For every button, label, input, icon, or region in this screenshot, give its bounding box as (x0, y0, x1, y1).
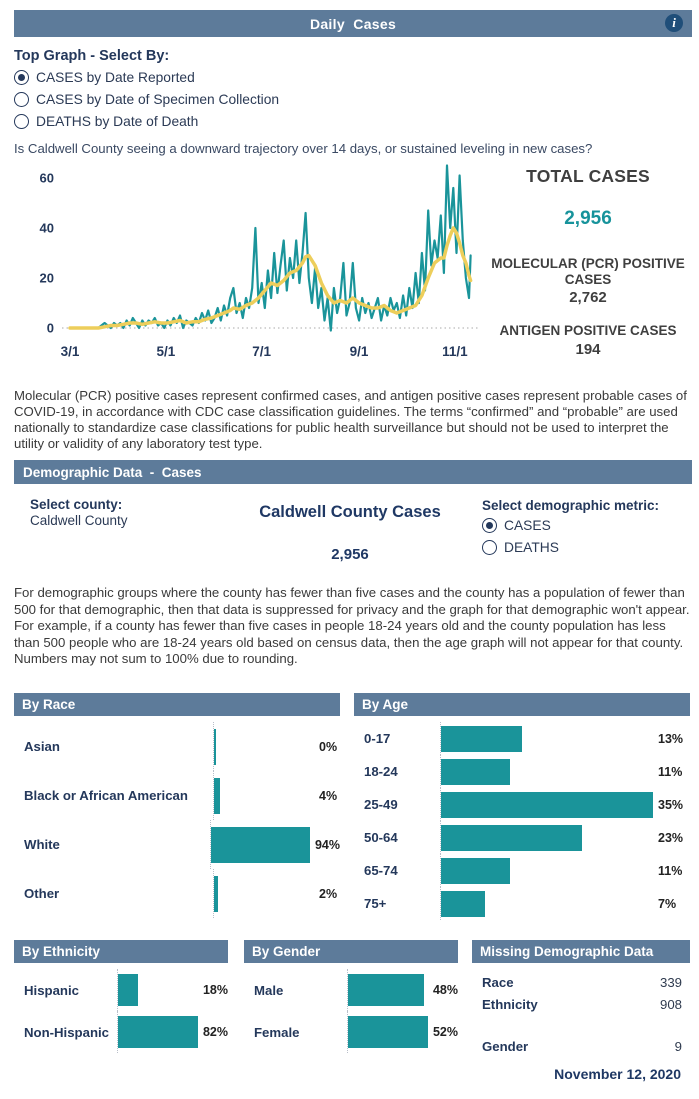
x-axis-tick: 5/1 (156, 344, 176, 359)
by-gender-chart (244, 963, 458, 1053)
bar-row (354, 821, 690, 854)
by-age-chart (354, 716, 690, 920)
bar-category-label: Hispanic (24, 982, 79, 998)
radio-icon[interactable] (482, 518, 497, 533)
y-axis-tick: 60 (39, 170, 54, 186)
bar-value-label: 7% (658, 896, 677, 911)
radio-option-label: DEATHS by Date of Death (36, 114, 199, 129)
bar[interactable] (214, 876, 218, 912)
bar-axis (210, 820, 310, 869)
radio-icon[interactable] (14, 92, 29, 107)
demographic-metric-label: Select demographic metric: (482, 498, 660, 513)
missing-data-title: Missing Demographic Data (480, 944, 654, 959)
bar-axis (213, 771, 314, 820)
radio-icon[interactable] (482, 540, 497, 555)
antigen-cases-label: ANTIGEN POSITIVE CASES (499, 323, 677, 339)
missing-data-row (482, 993, 682, 1015)
by-ethnicity-panel (14, 940, 228, 1053)
bar-row (14, 722, 340, 771)
bar-value-label: 4% (319, 788, 338, 803)
antigen-cases-value: 194 (575, 340, 601, 358)
bar-row (14, 771, 340, 820)
bar[interactable] (348, 974, 424, 1006)
bar-row (14, 969, 228, 1011)
demographic-metric-selector (482, 498, 659, 560)
bar[interactable] (348, 1016, 428, 1048)
missing-data-value: 339 (659, 974, 682, 990)
by-ethnicity-title: By Ethnicity (22, 944, 101, 959)
bar-value-label: 82% (202, 1025, 228, 1039)
bar-axis (347, 969, 428, 1011)
select-county (30, 497, 128, 528)
bar-category-label: 50-64 (364, 830, 398, 845)
county-cases-title: Caldwell County Cases (259, 503, 441, 521)
bar-row (354, 887, 690, 920)
bar-category-label: White (24, 837, 60, 852)
bar-category-label: Other (24, 886, 60, 901)
radio-icon[interactable] (14, 114, 29, 129)
bar-category-label: 0-17 (364, 731, 391, 746)
bar[interactable] (118, 974, 138, 1006)
bar-axis (440, 821, 653, 854)
bar-category-label: Male (254, 982, 284, 998)
by-ethnicity-chart (14, 963, 228, 1053)
bar-row (14, 820, 340, 869)
bar-value-label: 2% (319, 886, 338, 901)
bar-category-label: 25-49 (364, 797, 398, 812)
bar-value-label: 11% (658, 764, 683, 779)
select-county-value[interactable]: Caldwell County (30, 513, 128, 528)
bar-value-label: 23% (658, 830, 684, 845)
missing-data-panel (472, 940, 690, 1057)
by-age-title: By Age (362, 697, 409, 712)
missing-data-row (482, 971, 682, 993)
radio-option-label: DEATHS (504, 540, 559, 555)
total-cases-value: 2,956 (564, 208, 612, 229)
report-date: November 12, 2020 (554, 1066, 681, 1082)
bar-value-label: 0% (319, 739, 338, 754)
top-graph-selector (14, 48, 279, 134)
daily-cases-chart (18, 156, 490, 370)
bar-axis (117, 1011, 198, 1053)
by-gender-title: By Gender (252, 944, 321, 959)
bar-axis (213, 869, 314, 918)
demographic-section-header (14, 460, 692, 484)
classification-note: Molecular (PCR) positive cases represent confirmed cases, and antigen positive cases represent probable cases of COVID-19, in accordance with CDC case classification guidelines. The terms “confirmed” and “probable” are used nationally to standardize case classifications for public health surveillance but should not be used to interpret the utility or validity of any laboratory test type. (14, 388, 687, 452)
bar-row (354, 722, 690, 755)
top-graph-radio-group[interactable] (14, 68, 279, 131)
bar[interactable] (441, 858, 510, 884)
bar[interactable] (118, 1016, 198, 1048)
radio-option[interactable] (482, 538, 659, 557)
radio-option[interactable] (14, 90, 279, 109)
bar-axis (440, 788, 653, 821)
missing-data-label: Gender (482, 1038, 529, 1054)
bar-axis (213, 722, 314, 771)
radio-option-label: CASES by Date Reported (36, 70, 195, 85)
bar[interactable] (441, 825, 582, 851)
bar[interactable] (214, 729, 216, 765)
x-axis-tick: 9/1 (349, 344, 369, 359)
y-axis-tick: 40 (39, 220, 54, 236)
by-gender-panel (244, 940, 458, 1053)
bar-row (244, 969, 458, 1011)
bar-value-label: 11% (658, 863, 683, 878)
bar-row (14, 869, 340, 918)
demographic-section-title: Demographic Data - Cases (23, 464, 202, 480)
by-gender-header (244, 940, 458, 963)
county-cases-value: 2,956 (331, 546, 369, 563)
bar-axis (440, 887, 653, 920)
suppression-note: For demographic groups where the county has fewer than five cases and the county has a population of fewer than 500 for that demographic, then that data is suppressed for privacy and the graph for that demographic won't appear. For example, if a county has fewer than five cases in people 18-24 years old and the county population has less than 500 people who are 18-24 years old based on census data, then the age graph will not appear for that county. Numbers may not sum to 100% due to rounding. (14, 585, 690, 666)
bar-axis (440, 722, 653, 755)
bar-axis (440, 854, 653, 887)
bar-category-label: 65-74 (364, 863, 398, 878)
y-axis-tick: 0 (46, 320, 54, 336)
by-ethnicity-header (14, 940, 228, 963)
y-axis-tick: 20 (39, 270, 54, 286)
7-day-average-line (70, 228, 471, 328)
bar-row (244, 1011, 458, 1053)
bar-value-label: 48% (432, 983, 458, 997)
bar-category-label: Non-Hispanic (24, 1024, 109, 1040)
bar-row (354, 788, 690, 821)
radio-option[interactable] (14, 68, 279, 87)
trajectory-question: Is Caldwell County seeing a downward trajectory over 14 days, or sustained leveling in new cases? (14, 141, 593, 156)
missing-data-label: Ethnicity (482, 996, 538, 1012)
bar-value-label: 13% (658, 731, 684, 746)
top-graph-selector-label: Top Graph - Select By: (14, 48, 170, 64)
title-bar (14, 10, 692, 37)
total-cases-label: TOTAL CASES (526, 166, 650, 186)
missing-data-value: 908 (659, 996, 682, 1012)
bar[interactable] (211, 827, 310, 863)
missing-data-label: Race (482, 974, 514, 990)
bar-category-label: 75+ (364, 896, 387, 911)
bar[interactable] (214, 778, 220, 814)
radio-icon[interactable] (14, 70, 29, 85)
bar-axis (117, 969, 198, 1011)
bar-category-label: 18-24 (364, 764, 398, 779)
x-axis-tick: 3/1 (60, 344, 80, 359)
by-age-header (354, 693, 690, 716)
radio-option-label: CASES (504, 518, 551, 533)
missing-data-rows (472, 963, 690, 1057)
missing-data-row (482, 1035, 682, 1057)
info-icon[interactable]: i (665, 14, 683, 32)
x-axis-tick: 7/1 (252, 344, 272, 359)
demographic-metric-radio-group[interactable] (482, 516, 659, 557)
bar-value-label: 52% (432, 1025, 458, 1039)
bar-row (354, 854, 690, 887)
bar-value-label: 94% (314, 837, 340, 852)
bar[interactable] (441, 891, 485, 917)
county-cases-summary (240, 503, 460, 563)
bar-axis (440, 755, 653, 788)
by-race-title: By Race (22, 697, 76, 712)
bar-value-label: 35% (658, 797, 684, 812)
bar-row (14, 1011, 228, 1053)
bar[interactable] (441, 726, 522, 752)
bar-category-label: Asian (24, 739, 60, 754)
totals-panel (488, 166, 688, 358)
by-race-chart (14, 716, 340, 918)
missing-data-header (472, 940, 690, 963)
page-title: Daily Cases (309, 15, 397, 32)
pcr-cases-value: 2,762 (569, 289, 607, 307)
pcr-cases-label: MOLECULAR (PCR) POSITIVE CASES (491, 256, 685, 287)
x-axis-tick: 11/1 (442, 344, 468, 359)
bar-value-label: 18% (202, 983, 228, 997)
bar-category-label: Female (254, 1024, 300, 1040)
radio-option[interactable] (482, 516, 659, 535)
by-race-panel (14, 693, 340, 918)
by-age-panel (354, 693, 690, 920)
daily-cases-chart-svg (18, 156, 490, 370)
missing-data-value: 9 (674, 1038, 682, 1054)
radio-option[interactable] (14, 112, 279, 131)
bar-row (354, 755, 690, 788)
bar[interactable] (441, 792, 653, 818)
radio-option-label: CASES by Date of Specimen Collection (36, 92, 280, 107)
select-county-label: Select county: (30, 497, 123, 512)
bar-axis (347, 1011, 428, 1053)
by-race-header (14, 693, 340, 716)
bar[interactable] (441, 759, 510, 785)
bar-category-label: Black or African American (24, 788, 188, 803)
